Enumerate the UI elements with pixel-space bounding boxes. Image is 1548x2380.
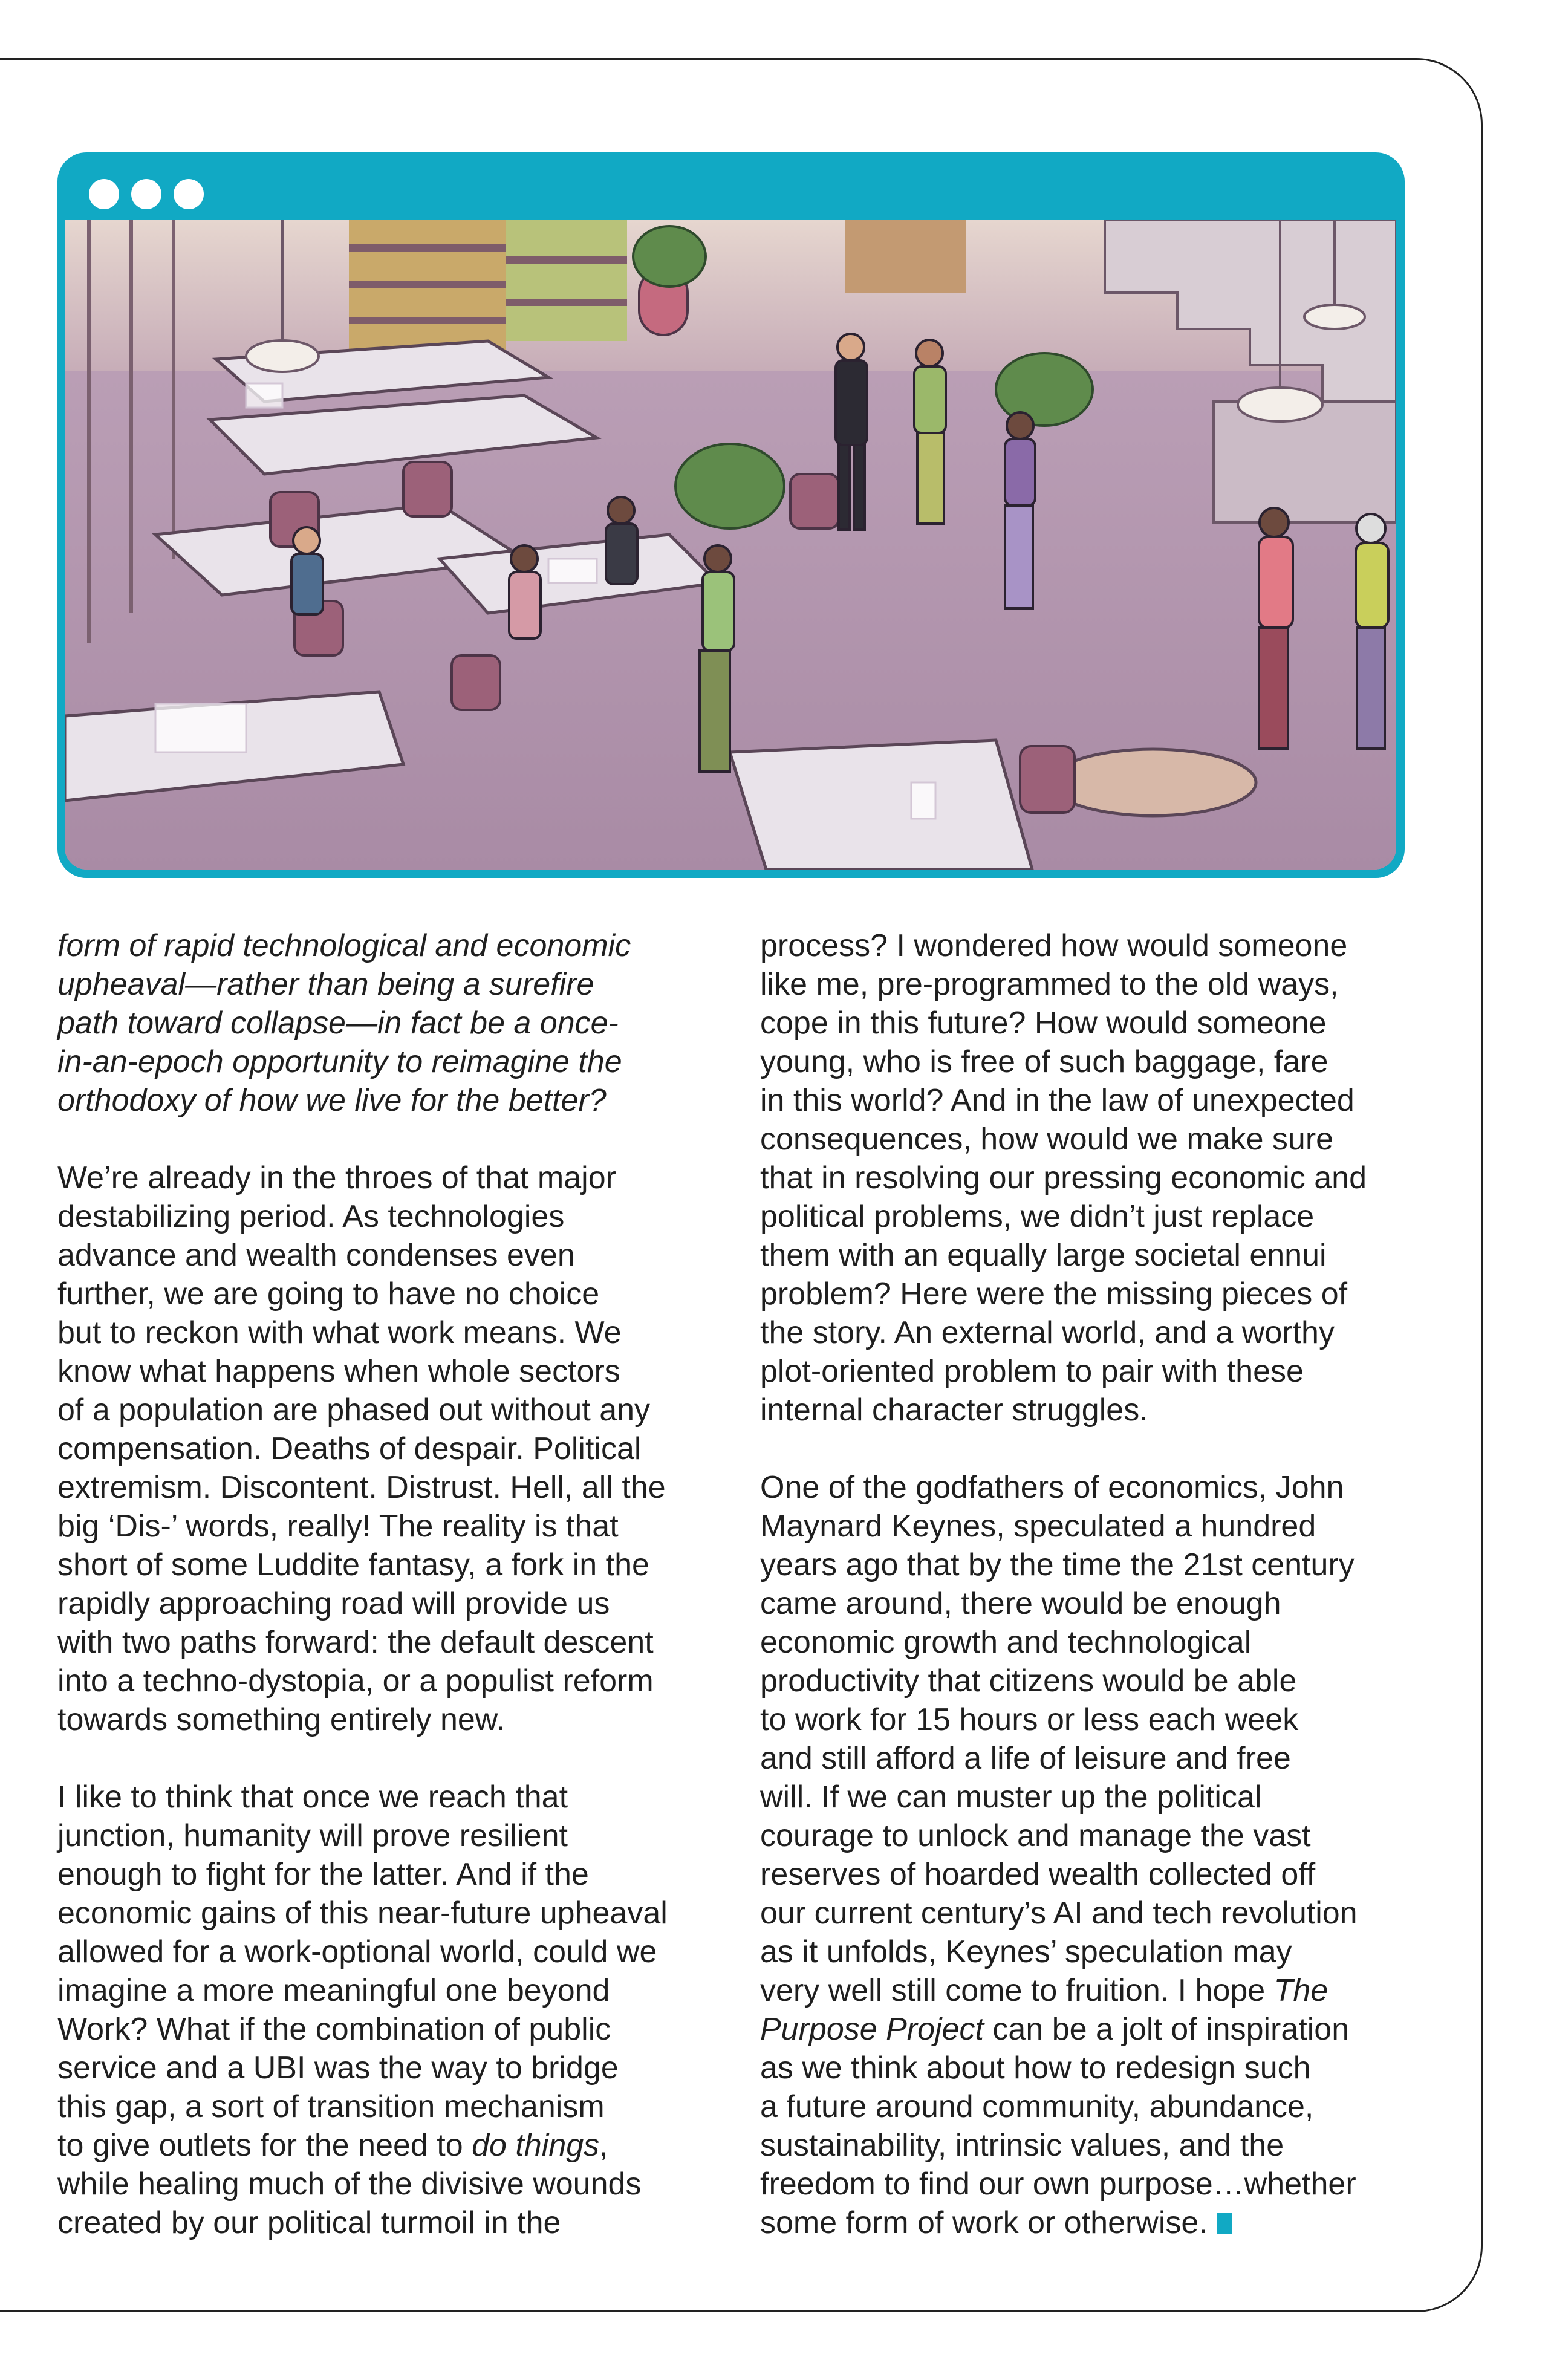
right-text-column bbox=[760, 926, 1428, 2242]
paragraph-text: One of the godfathers of economics, John Maynard Keynes, speculated a hundred years ago that by the time the 21st century came around, there would be enough economic growth and technological productivity that citizens would be able to work for 15 hours or less each week and still afford a life of leisure and free will. If we can muster up the political courage to unlock and manage the vast reserves of hoarded wealth collected off our current century’s AI and tech revolution as it unfolds, Keynes’ speculation may very well still come to fruition. I hope bbox=[760, 1470, 1358, 2008]
paragraph-text: I like to think that once we reach that junction, humanity will prove resilient enough to fight for the latter. And if the economic gains of this near-future upheaval allowed for a work-optional world, could we imagine a more meaningful one beyond Work? What if the combination of public service and a UBI was the way to bridge this gap, a sort of transition mechanism to give outlets for the need to bbox=[57, 1780, 668, 2163]
body-paragraph-junction bbox=[57, 1778, 717, 2242]
emphasis-do-things: do things bbox=[472, 2128, 600, 2163]
person-seated bbox=[509, 545, 541, 639]
person-seated-2 bbox=[291, 527, 323, 614]
left-text-column bbox=[57, 926, 717, 2242]
body-paragraph-process: process? I wondered how would someone like me, pre-programmed to the old ways, cope in this future? How would someone young, who is free of such baggage, fare in this world? And in the law of unexpected consequences, how would we make sure that in resolving our pressing economic and political problems, we didn’t just replace them with an equally large societal ennui problem? Here were the missing pieces of the story. An external world, and a worthy plot-oriented problem to pair with these internal character struggles. bbox=[760, 928, 1367, 1428]
office-scene-image bbox=[65, 220, 1396, 870]
body-paragraph-destabilizing: We’re already in the throes of that major destabilizing period. As technologies advance and wealth condenses even further, we are going to have no choice but to reckon with what work means. We know what happens when whole sectors of a population are phased out without any compensation. Deaths of despair. Political extremism. Discontent. Distrust. Hell, all the big ‘Dis-’ words, really! The reality is that short of some Luddite fantasy, a fork in the rapidly approaching road will provide us with two paths forward: the default descent into a techno-dystopia, or a populist reform towards something entirely new. bbox=[57, 1160, 666, 1737]
body-paragraph-keynes bbox=[760, 1468, 1428, 2242]
person-walking-green bbox=[700, 545, 734, 772]
end-of-article-mark-icon bbox=[1217, 2213, 1232, 2234]
paragraph-text: , while healing much of the divisive wounds created by our political turmoil in the bbox=[57, 2128, 642, 2240]
person-hijab bbox=[1356, 514, 1388, 749]
person-seated-3 bbox=[606, 497, 637, 584]
browser-window-illustration bbox=[57, 152, 1405, 878]
window-controls bbox=[89, 179, 204, 209]
window-dot-icon bbox=[131, 179, 161, 209]
office-illustration bbox=[65, 220, 1396, 870]
window-dot-icon bbox=[89, 179, 119, 209]
intro-italic-paragraph: form of rapid technological and economic upheaval—rather than being a surefire path toward collapse—in fact be a once- in-an-epoch opportunity to reimagine the orthodoxy of how we live for the better? bbox=[57, 928, 631, 1118]
paragraph-text: can be a jolt of inspiration as we think about how to redesign such a future around community, abundance, sustainability, intrinsic values, and the freedom to find our own purpose…whether some form of work or otherwise. bbox=[760, 2012, 1356, 2240]
person-purple bbox=[1005, 412, 1035, 608]
emphasis-book-title: The Purpose Project bbox=[760, 1973, 1328, 2047]
window-dot-icon bbox=[174, 179, 204, 209]
person-pink bbox=[1259, 508, 1293, 749]
person-green-shirt bbox=[914, 340, 946, 524]
